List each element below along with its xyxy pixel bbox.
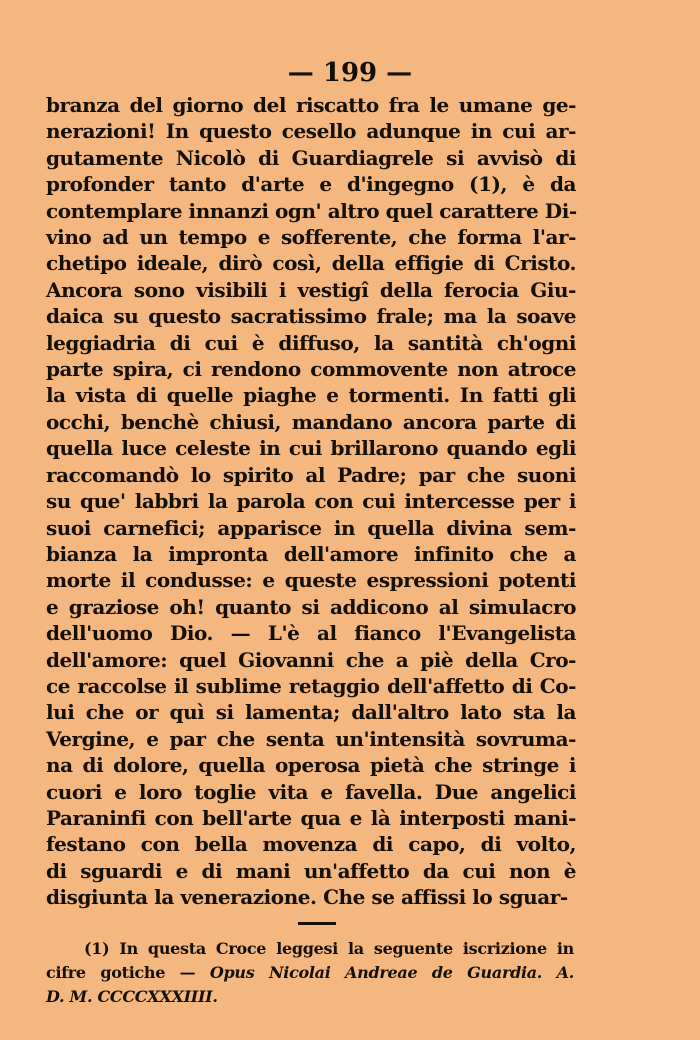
- text-line: morte il condusse: e queste espressioni potenti: [46, 568, 576, 593]
- footnote-inscription-date: D. M. CCCCXXXIIII.: [46, 987, 218, 1006]
- text-line: dell'uomo Dio. — L'è al fianco l'Evangelista: [46, 621, 576, 646]
- text-line: gutamente Nicolò di Guardiagrele si avvisò di: [46, 145, 576, 170]
- page-number: — 199 —: [287, 58, 413, 88]
- text-line: daica su questo sacratissimo frale; ma la soave: [46, 304, 576, 329]
- text-line: bianza la impronta dell'amore infinito che a: [46, 541, 576, 566]
- body-text: [46, 92, 576, 911]
- text-line: lui che or quì si lamenta; dall'altro lato sta la: [46, 700, 576, 725]
- text-line: ce raccolse il sublime retaggio dell'affetto di Co-: [46, 673, 576, 698]
- footnote-separator: [298, 922, 336, 925]
- footnote-text: cifre gotiche —: [46, 963, 210, 982]
- footnote: [46, 937, 574, 1009]
- text-line: di sguardi e di mani un'affetto da cui non è: [46, 858, 576, 883]
- text-line: Vergine, e par che senta un'intensità sovruma-: [46, 726, 576, 751]
- text-line: na di dolore, quella operosa pietà che stringe i: [46, 753, 576, 778]
- text-line: Ancora sono visibili i vestigî della ferocia Giu-: [46, 277, 576, 302]
- text-line: leggiadria di cui è diffuso, la santità ch'ogni: [46, 330, 576, 355]
- text-line: profonder tanto d'arte e d'ingegno (1), è da: [46, 172, 576, 197]
- text-line: dell'amore: quel Giovanni che a piè della Cro-: [46, 647, 576, 672]
- text-line: festano con bella movenza di capo, di volto,: [46, 832, 576, 857]
- text-line: raccomandò lo spirito al Padre; par che suoni: [46, 462, 576, 487]
- text-line: chetipo ideale, dirò così, della effigie di Cristo.: [46, 251, 576, 276]
- text-line: Paraninfi con bell'arte qua e là interposti mani-: [46, 805, 576, 830]
- footnote-line: [46, 985, 574, 1009]
- text-line: quella luce celeste in cui brillarono quando egli: [46, 436, 576, 461]
- text-line: suoi carnefici; apparisce in quella divina sem-: [46, 515, 576, 540]
- text-line: disgiunta la venerazione. Che se affissi lo sguar-: [46, 885, 568, 910]
- footnote-line: [46, 961, 574, 985]
- text-line: su que' labbri la parola con cui intercesse per i: [46, 489, 576, 514]
- text-line: branza del giorno del riscatto fra le umane ge-: [46, 93, 576, 117]
- footnote-line: (1) In questa Croce leggesi la seguente iscrizione in: [84, 939, 574, 958]
- text-line: nerazioni! In questo cesello adunque in cui ar-: [46, 119, 576, 144]
- text-line: cuori e loro toglie vita e favella. Due angelici: [46, 779, 576, 804]
- text-line: parte spira, ci rendono commovente non atroce: [46, 357, 576, 382]
- text-line: occhi, benchè chiusi, mandano ancora parte di: [46, 409, 576, 434]
- footnote-inscription: Opus Nicolai Andreae de Guardia. A.: [209, 963, 574, 982]
- text-line: contemplare innanzi ogn' altro quel carattere Di-: [46, 198, 577, 223]
- text-line: la vista di quelle piaghe e tormenti. In fatti gli: [46, 383, 576, 408]
- text-line: e graziose oh! quanto si addiconο al simulacro: [46, 594, 576, 619]
- text-line: vino ad un tempo e sofferente, che forma l'ar-: [46, 225, 576, 250]
